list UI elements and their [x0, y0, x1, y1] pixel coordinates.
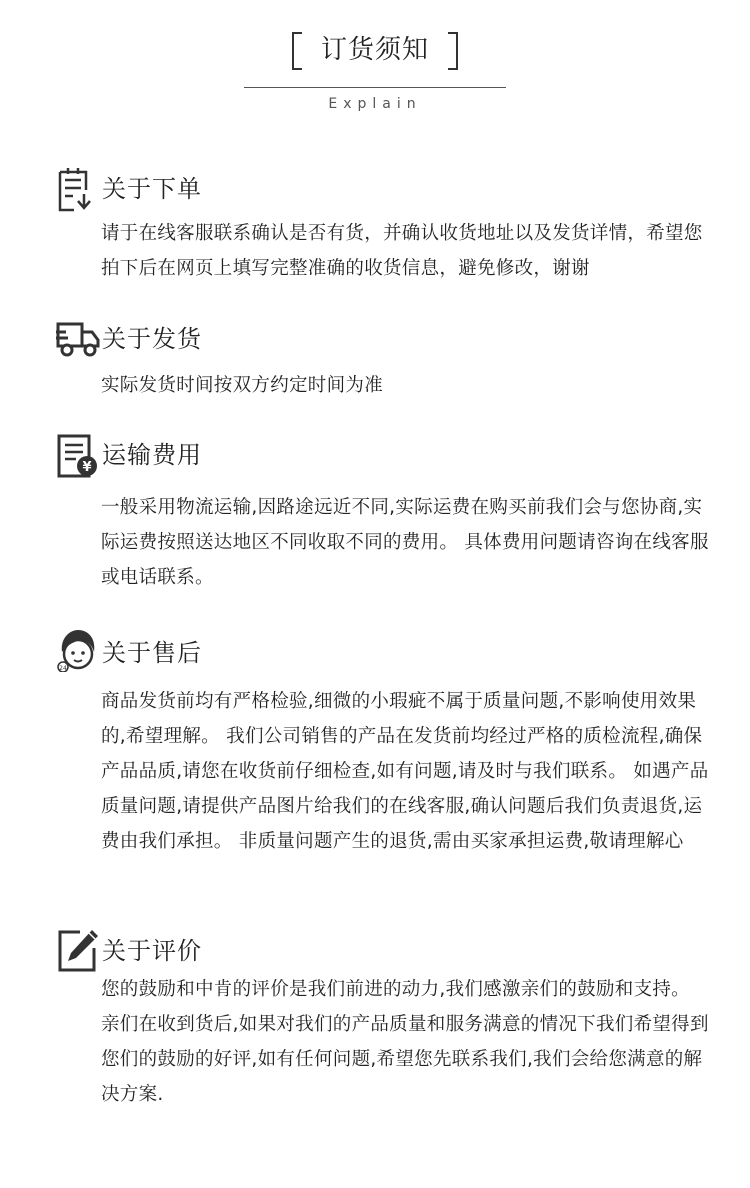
section-title: 运输费用 [102, 441, 202, 469]
section-title: 关于评价 [102, 937, 202, 965]
section-shipping-fees [0, 434, 750, 604]
section-title: 关于售后 [102, 639, 202, 667]
section-reviews [0, 928, 750, 1128]
24h-badge: 24 [59, 665, 67, 672]
page-subtitle: Explain [328, 96, 422, 112]
section-shipping [0, 318, 750, 408]
section-title: 关于发货 [102, 325, 202, 353]
section-title: 关于下单 [102, 175, 202, 203]
delivery-truck-icon [56, 318, 100, 362]
customer-service-icon [56, 628, 100, 672]
section-text: 实际发货时间按双方约定时间为准 [101, 375, 384, 396]
section-text: 商品发货前均有严格检验,细微的小瑕疵不属于质量问题,不影响使用效果的,希望理解。 我们公司销售的产品在发货前均经过严格的质检流程,确保产品品质,请您在收货前仔细检查,如有问题,请及时与我们联系。 如遇产品质量问题,请提供产品图片给我们的在线客服,确认问题后我们负责退货,运费由我们承担。 非质量问题产生的退货,需由买家承担运费,敬请理解心 [101, 691, 709, 852]
title-divider [244, 87, 506, 88]
shipping-fee-icon [56, 434, 100, 478]
page-title: 订货须知 [320, 35, 429, 65]
section-text: 请于在线客服联系确认是否有货，并确认收货地址以及发货详情，希望您拍下后在网页上填写完整准确的收货信息，避免修改，谢谢 [101, 223, 703, 279]
section-text: 一般采用物流运输,因路途远近不同,实际运费在购买前我们会与您协商,实际运费按照送达地区不同收取不同的费用。 具体费用问题请咨询在线客服或电话联系。 [101, 497, 709, 588]
section-after-sales [0, 628, 750, 908]
order-form-icon [56, 168, 100, 212]
section-ordering [0, 168, 750, 288]
title-frame [292, 32, 458, 68]
section-text: 您的鼓励和中肯的评价是我们前进的动力,我们感激亲们的鼓励和支持。 亲们在收到货后,如果对我们的产品质量和服务满意的情况下我们希望得到您们的鼓励的好评,如有任何问题,希望您先联系我们,我们会给您满意的解决方案. [101, 979, 709, 1105]
page-header [0, 0, 750, 130]
yen-symbol: ¥ [82, 460, 92, 475]
review-pencil-icon [56, 928, 100, 972]
